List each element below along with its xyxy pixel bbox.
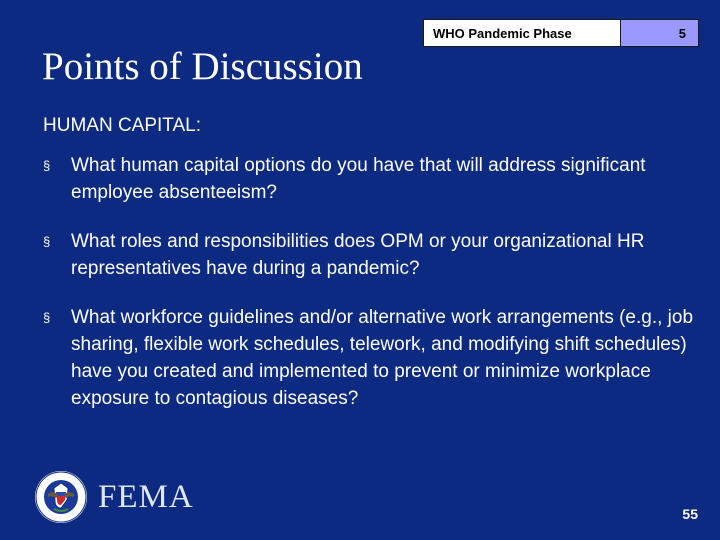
fema-logo bbox=[34, 470, 194, 524]
bullet-item bbox=[43, 228, 703, 282]
bullet-text: What human capital options do you have that will address significant employee absenteeism? bbox=[71, 155, 646, 203]
slide-title: Points of Discussion bbox=[42, 45, 363, 88]
bullet-text: What roles and responsibilities does OPM or your organizational HR representatives have during a pandemic? bbox=[71, 231, 645, 279]
page-number: 55 bbox=[682, 506, 698, 522]
pandemic-phase-value: 5 bbox=[621, 20, 698, 46]
bullet-marker-icon: § bbox=[43, 158, 51, 173]
bullet-item bbox=[43, 304, 703, 412]
bullet-marker-icon: § bbox=[43, 310, 51, 325]
bullet-text: What workforce guidelines and/or alternative work arrangements (e.g., job sharing, flexible work schedules, telework, and modifying shift schedules) have you created and implemented to prevent or minimize workplace exposure to contagious diseases? bbox=[71, 307, 694, 409]
section-heading: HUMAN CAPITAL: bbox=[43, 115, 202, 136]
bullet-list bbox=[43, 152, 703, 434]
bullet-marker-icon: § bbox=[43, 234, 51, 249]
pandemic-phase-box bbox=[423, 19, 699, 47]
bullet-item bbox=[43, 152, 703, 206]
fema-wordmark: FEMA bbox=[98, 478, 194, 515]
dhs-seal-icon bbox=[34, 470, 88, 524]
pandemic-phase-label: WHO Pandemic Phase bbox=[424, 20, 621, 46]
